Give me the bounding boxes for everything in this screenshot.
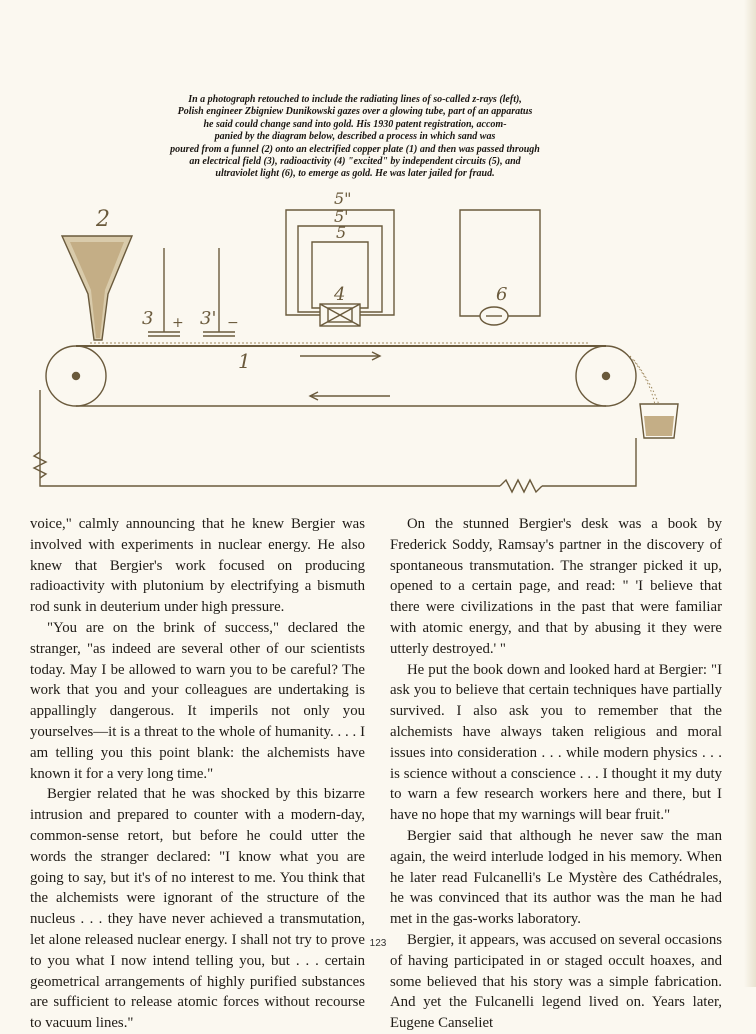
- page-edge: [744, 0, 756, 987]
- gold-cup: [640, 404, 678, 438]
- text-column-left: [30, 514, 365, 1034]
- paragraph: "You are on the brink of success," declared the stranger, "as indeed are several other of our scientists today. May I be allowed to warn you to be careful? The work that you and your colleagues are undertaking is appallingly dangerous. It imperils not only you yourselves—it is a threat to the whole of humanity. . . . I am telling you this point blank: the alchemists have known it for a very long time.": [30, 619, 365, 782]
- caption-line: poured from a funnel (2) onto an electrified copper plate (1) and then was passed through: [170, 143, 540, 155]
- belt-label: 1: [238, 349, 251, 373]
- funnel-label: 2: [96, 207, 110, 232]
- caption-line: Polish engineer Zbigniew Dunikowski gazes over a glowing tube, part of an apparatus: [177, 106, 533, 118]
- uv-lamp-label: 6: [496, 284, 508, 305]
- circuit-middle-label: 5': [334, 207, 349, 226]
- circuit-inner-label: 5: [336, 223, 347, 242]
- figure-caption: [120, 94, 590, 181]
- circuit-wiring: [34, 390, 636, 492]
- plus-sign: +: [172, 315, 184, 331]
- sand-funnel: [62, 236, 132, 340]
- radioactive-box-label: 4: [334, 284, 346, 305]
- caption-line: In a photograph retouched to include the radiating lines of so-called z-rays (left),: [188, 94, 522, 105]
- circuit-outer-label: 5": [334, 190, 352, 208]
- uv-lamp-circuit: [460, 210, 540, 325]
- patent-diagram: [30, 190, 690, 500]
- caption-line: panied by the diagram below, described a process in which sand was: [214, 131, 496, 143]
- electrode-positive-label: 3: [142, 308, 154, 329]
- paragraph: He put the book down and looked hard at Bergier: "I ask you to believe that certain techniques have partially survived. I also ask you to remember that the alchemists have always taken religious and moral issues into consideration . . . while modern physics . . . is science without a conscience . . . I thought it my duty to warn a few research workers here and there, but I have no hope that my warnings will bear fruit.": [390, 661, 722, 824]
- caption-line: an electrical field (3), radioactivity (4) "excited" by independent circuits (5), and: [189, 156, 521, 168]
- paragraph: Bergier related that he was shocked by this bizarre intrusion and prepared to counter with a modern-day, common-sense retort, but before he could utter the words the stranger declared: "I know what you are going to say, but it's of no interest to me. You think that the alchemists were ignorant of the structure of the nucleus . . . they have never achieved a transmutation, let alone released nuclear energy. I shall not try to prove to you what I now intend telling you, but . . . certain geometrical arrangements of highly purified substances are sufficient to release atomic forces without recourse to vacuum lines.": [30, 786, 365, 1032]
- page-number: 123: [369, 938, 387, 949]
- text-column-right: [390, 514, 722, 1034]
- electrode-negative-label: 3': [200, 308, 217, 329]
- radioactive-box: [320, 304, 360, 326]
- caption-line: he said could change sand into gold. His 1930 patent registration, accom-: [203, 118, 507, 130]
- paragraph: Bergier, it appears, was accused on several occasions of having participated in or staged occult hoaxes, and some believed that his story was a simple fabrication. And yet the Fulcanelli legend lived on. Years later, Eugene Canseliet: [390, 931, 722, 1032]
- sand-stream: [630, 356, 659, 405]
- conveyor-belt: [46, 343, 636, 406]
- paragraph: Bergier said that although he never saw the man again, the weird interlude lodged in his memory. When he later read Fulcanelli's Le Mystère des Cathédrales, he was convinced that its author was the man he had met in the gas-works laboratory.: [390, 827, 722, 928]
- paragraph: On the stunned Bergier's desk was a book by Frederick Soddy, Ramsay's partner in the discovery of spontaneous transmutation. The stranger picked it up, opened to a certain page, and read: " 'I believe that there were civilizations in the past that were familiar with atomic energy, and that by abusing it they were utterly destroyed.' ": [390, 516, 722, 657]
- caption-line: ultraviolet light (6), to emerge as gold. He was later jailed for fraud.: [215, 168, 495, 180]
- paragraph: voice," calmly announcing that he knew Bergier was involved with experiments in nuclear energy. He also knew that Bergier's work focused on producing radioactivity with plutonium by electrifying a bismuth rod sunk in deuterium under high pressure.: [30, 516, 365, 616]
- minus-sign: −: [227, 315, 239, 331]
